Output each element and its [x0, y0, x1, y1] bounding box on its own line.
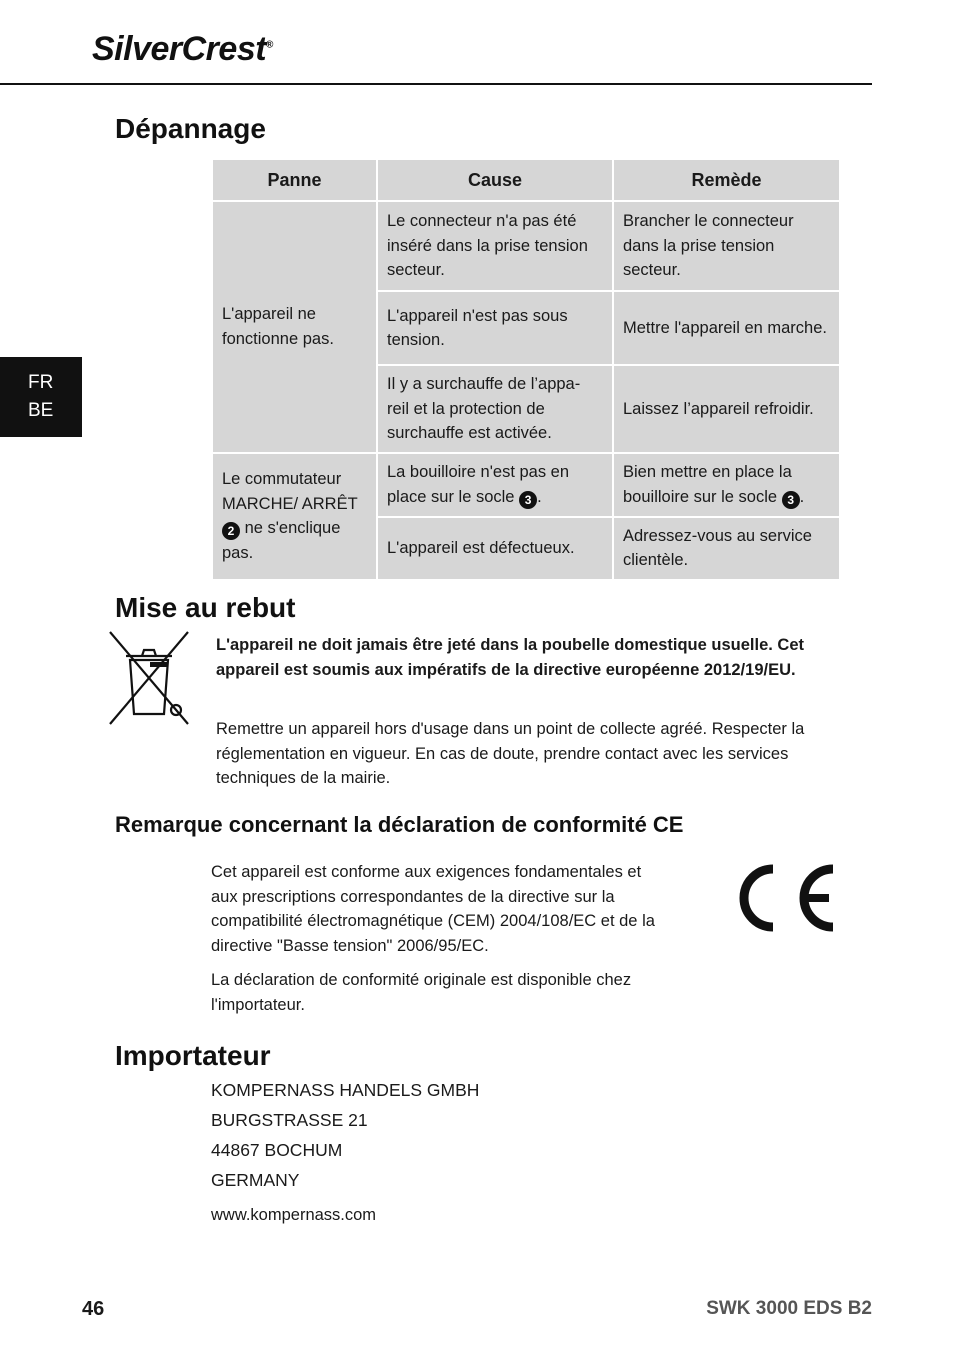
cause-cell: La bouilloire n'est pas en place sur le socle 3 . — [377, 453, 613, 517]
remede-cell: Bien mettre en place la bouilloire sur le socle 3 . — [613, 453, 840, 517]
crossed-bin-icon — [108, 630, 190, 726]
ce-mark-icon — [733, 863, 837, 933]
column-header-cause: Cause — [377, 159, 613, 201]
lang-code-be: BE — [28, 400, 54, 421]
column-header-remede: Remède — [613, 159, 840, 201]
remede-cell: Adressez-vous au service clientèle. — [613, 517, 840, 580]
table-row — [212, 201, 840, 291]
cause-cell: Il y a surchauffe de l’appa- reil et la protection de surchauffe est activée. — [377, 365, 613, 453]
panne-text-b: ne s'enclique pas. — [222, 519, 341, 562]
section-title-ce: Remarque concernant la déclaration de conformité CE — [115, 812, 684, 837]
table-row — [212, 453, 840, 517]
brand-logo — [92, 30, 273, 69]
remede-cell: Mettre l'appareil en marche. — [613, 291, 840, 365]
panne-text-a: Le commutateur MARCHE/ ARRÊT — [222, 470, 358, 513]
part-number-marker: 3 — [782, 491, 800, 509]
lang-code-fr: FR — [28, 372, 54, 393]
importer-website: www.kompernass.com — [211, 1206, 377, 1224]
panne-cell — [212, 453, 377, 580]
importer-country: GERMANY — [211, 1170, 300, 1190]
importer-street: BURGSTRASSE 21 — [211, 1110, 368, 1130]
remede-cell: Laissez l’appareil refroidir. — [613, 365, 840, 453]
part-number-marker: 2 — [222, 522, 240, 540]
cause-cell: L'appareil n'est pas sous tension. — [377, 291, 613, 365]
language-tab — [0, 357, 82, 437]
troubleshooting-table — [211, 158, 841, 581]
rebut-warning-text: L'appareil ne doit jamais être jeté dans la poubelle domestique usuelle. Cet appareil est soumis aux impératifs de la directive européenne 2012/19/EU. — [216, 636, 804, 679]
panne-cell: L'appareil ne fonctionne pas. — [212, 201, 377, 453]
header-rule — [0, 83, 872, 85]
cause-text: La bouilloire n'est pas en place sur le socle — [387, 463, 570, 506]
remede-text: Bien mettre en place la bouilloire sur le socle — [623, 463, 792, 506]
part-number-marker: 3 — [519, 491, 537, 509]
remede-cell: Brancher le connecteur dans la prise tension secteur. — [613, 201, 840, 291]
importer-company: KOMPERNASS HANDELS GMBH — [211, 1080, 480, 1100]
section-title-importateur: Importateur — [115, 1040, 271, 1071]
ce-paragraph-2: La déclaration de conformité originale est disponible chez l'importateur. — [211, 971, 632, 1014]
registered-mark: ® — [266, 39, 273, 51]
table-header-row — [212, 159, 840, 201]
brand-name: SilverCrest — [92, 30, 267, 68]
column-header-panne: Panne — [212, 159, 377, 201]
ce-paragraph-1: Cet appareil est conforme aux exigences fondamentales et aux prescriptions correspondantes de la directive sur la compatibilité électromagnétique (CEM) 2004/108/EC et de la directive "Basse tension" 2006/95/EC. — [211, 863, 655, 955]
cause-cell: Le connecteur n'a pas été inséré dans la prise tension secteur. — [377, 201, 613, 291]
model-number: SWK 3000 EDS B2 — [706, 1298, 872, 1319]
section-title-depannage: Dépannage — [115, 113, 266, 144]
section-title-rebut: Mise au rebut — [115, 592, 296, 623]
rebut-text: Remettre un appareil hors d'usage dans un point de collecte agréé. Respecter la réglementation en vigueur. En cas de doute, prendre contact avec les services techniques de la mairie. — [216, 720, 805, 787]
importer-city: 44867 BOCHUM — [211, 1140, 343, 1160]
cause-cell: L'appareil est défectueux. — [377, 517, 613, 580]
page-number: 46 — [82, 1298, 105, 1320]
